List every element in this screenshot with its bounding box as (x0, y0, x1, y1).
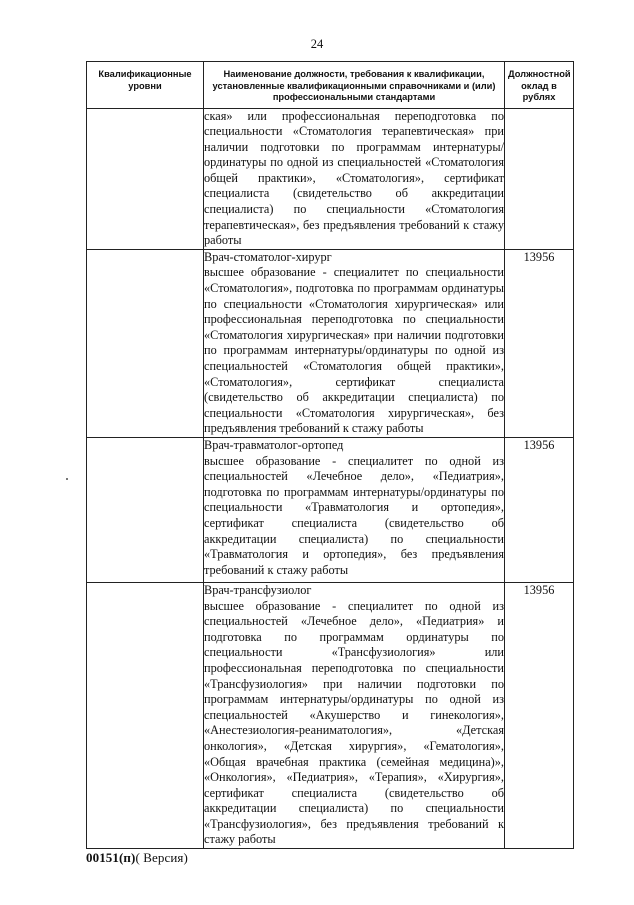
document-code-number: 00151(п) (86, 850, 136, 865)
salary-cell: 13956 (505, 437, 574, 582)
requirements-text: высшее образование - специалитет по специальности «Стоматология», подготовка по программам ординатуры по специальности «Стоматология хирургическая» или профессиональная переподготовка по специальности «Стоматология хирургическая» при наличии подготовки по программам интернатуры/ординатуры по одной из специальностей «Стоматология общей практики», «Стоматология», сертификат специалиста (свидетельство об аккредитации специалиста) по специальности «Стоматология хирургическая», без предъявления требований к стажу работы (204, 265, 504, 436)
level-cell (87, 437, 204, 582)
salary-cell: 13956 (505, 249, 574, 437)
requirements-text: высшее образование - специалитет по одной из специальностей «Лечебное дело», «Педиатрия», подготовка по программам интернатуры/ординатуры по специальности «Травматология и ортопедия», сертификат специалиста (свидетельство об аккредитации специалиста) по специальности «Травматология и ортопедия», без предъявления требований к стажу работы (204, 453, 504, 577)
scan-speck (66, 478, 68, 480)
level-cell (87, 108, 204, 249)
position-title: Врач-стоматолог-хирург (204, 249, 332, 264)
requirements-text: ская» или профессиональная переподготовка по специальности «Стоматология терапевтическая» при наличии подготовки по программам интернатуры/ординатуры по одной из специальностей «Стоматология общей практики», «Стоматология», сертификат специалиста (свидетельство об аккредитации специалиста) по специальности «Стоматология терапевтическая», без предъявления требований к стажу работы (204, 108, 504, 248)
header-position-requirements: Наименование должности, требования к квалификации, установленные квалификационными справочниками и (или) профессиональными стандартами (204, 62, 505, 109)
position-title: Врач-трансфузиолог (204, 582, 312, 597)
level-cell (87, 249, 204, 437)
table-header-row (87, 62, 574, 109)
document-version: ( Версия) (135, 850, 188, 865)
requirements-cell (204, 108, 505, 249)
table-row (87, 249, 574, 437)
table-row (87, 437, 574, 582)
table-row (87, 582, 574, 848)
position-title: Врач-травматолог-ортопед (204, 437, 344, 452)
header-qualification-levels: Квалификационные уровни (87, 62, 204, 109)
requirements-text: высшее образование - специалитет по одной из специальностей «Лечебное дело», «Педиатрия» и подготовка по программам ординатуры по специальности «Трансфузиология» или профессиональная переподготовка по специальности «Трансфузиология» при наличии подготовки по программам интернатуры/ординатуры по одной из специальностей «Акушерство и гинекология», «Анестезиология-реаниматология», «Детская онкология», «Детская хирургия», «Гематология», «Общая врачебная практика (семейная медицина)», «Онкология», «Педиатрия», «Терапия», «Хирургия», сертификат специалиста (свидетельство об аккредитации специалиста) по специальности «Трансфузиология», без предъявления требований к стажу работы (204, 598, 504, 847)
requirements-cell (204, 582, 505, 848)
salary-cell (505, 108, 574, 249)
qualification-table (86, 61, 574, 849)
salary-cell: 13956 (505, 582, 574, 848)
document-code (86, 850, 188, 866)
header-salary: Должностной оклад в рублях (505, 62, 574, 109)
requirements-cell (204, 249, 505, 437)
page-number: 24 (310, 37, 324, 51)
table-row (87, 108, 574, 249)
requirements-cell (204, 437, 505, 582)
level-cell (87, 582, 204, 848)
